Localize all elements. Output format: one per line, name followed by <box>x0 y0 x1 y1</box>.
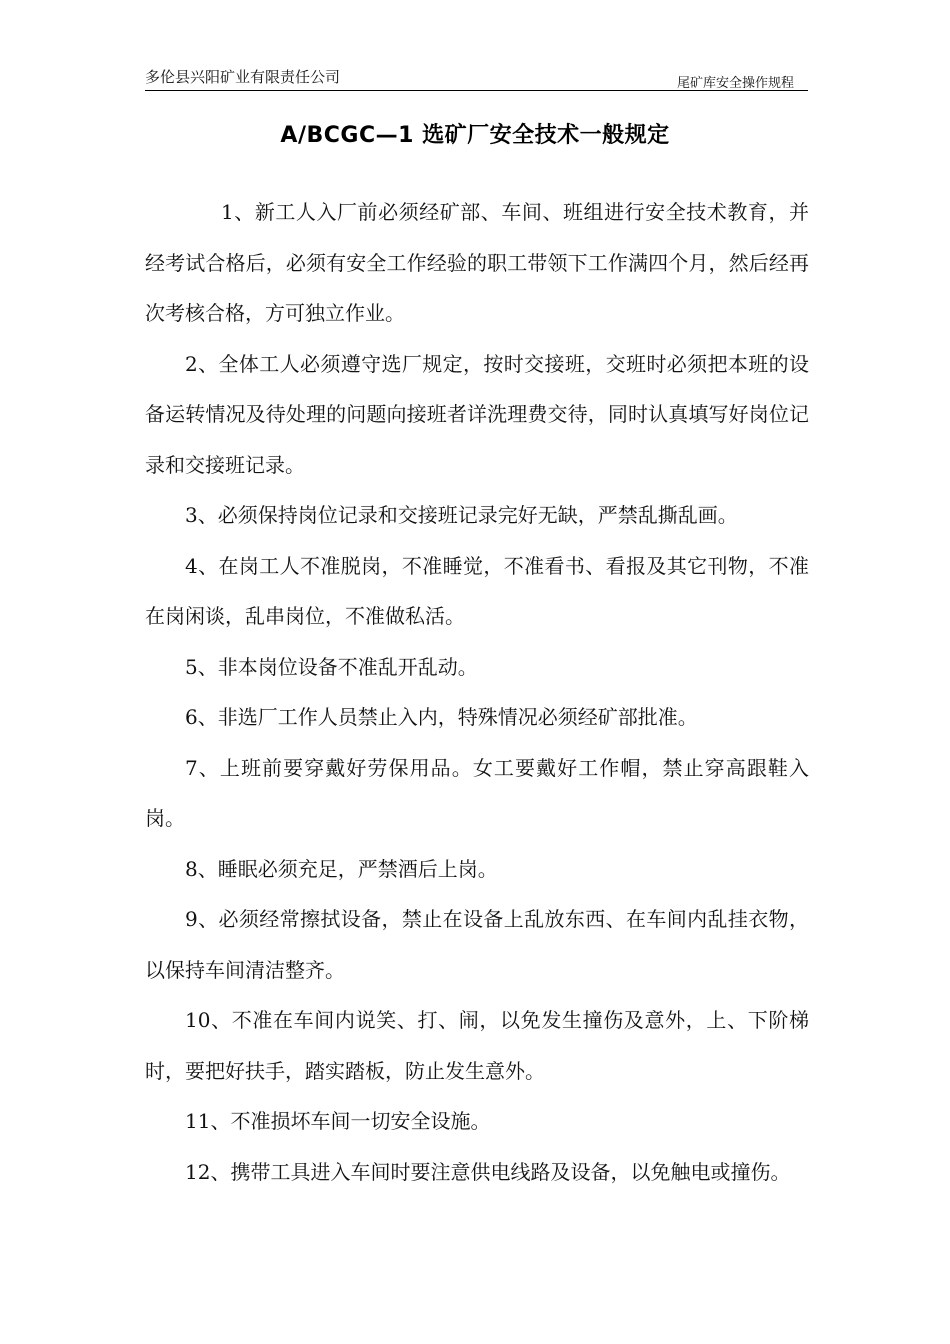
regulation-item: 9、必须经常擦拭设备，禁止在设备上乱放东西、在车间内乱挂衣物，以保持车间清洁整齐。 <box>145 907 809 982</box>
page-header <box>145 66 808 91</box>
regulation-list <box>145 187 809 1197</box>
page-title: A/BCGC—1 选矿厂安全技术一般规定 <box>280 123 670 148</box>
regulation-item: 1、新工人入厂前必须经矿部、车间、班组进行安全技术教育，并经考试合格后，必须有安全工作经验的职工带领下工作满四个月，然后经再次考核合格，方可独立作业。 <box>145 200 809 325</box>
company-name: 多伦县兴阳矿业有限责任公司 <box>145 68 341 86</box>
regulation-item: 3、必须保持岗位记录和交接班记录完好无缺，严禁乱撕乱画。 <box>185 503 738 527</box>
regulation-item: 7、上班前要穿戴好劳保用品。女工要戴好工作帽，禁止穿高跟鞋入岗。 <box>145 755 809 830</box>
document-name: 尾矿库安全操作规程 <box>676 76 794 91</box>
regulation-item: 4、在岗工人不准脱岗，不准睡觉，不准看书、看报及其它刊物，不准在岗闲谈，乱串岗位，不准做私活。 <box>145 553 809 628</box>
regulation-item: 12、携带工具进入车间时要注意供电线路及设备，以免触电或撞伤。 <box>185 1159 791 1184</box>
regulation-item: 5、非本岗位设备不准乱开乱动。 <box>185 654 478 679</box>
regulation-item: 8、睡眠必须充足，严禁酒后上岗。 <box>185 856 498 881</box>
regulation-item: 10、不准在车间内说笑、打、闹，以免发生撞伤及意外，上、下阶梯时，要把好扶手，踏实踏板，防止发生意外。 <box>145 1008 809 1083</box>
regulation-item: 11、不准损坏车间一切安全设施。 <box>185 1109 491 1133</box>
regulation-item: 6、非选厂工作人员禁止入内，特殊情况必须经矿部批准。 <box>185 705 698 729</box>
regulation-item: 2、全体工人必须遵守选厂规定，按时交接班，交班时必须把本班的设备运转情况及待处理的问题向接班者详洗理费交待，同时认真填写好岗位记录和交接班记录。 <box>145 351 809 477</box>
